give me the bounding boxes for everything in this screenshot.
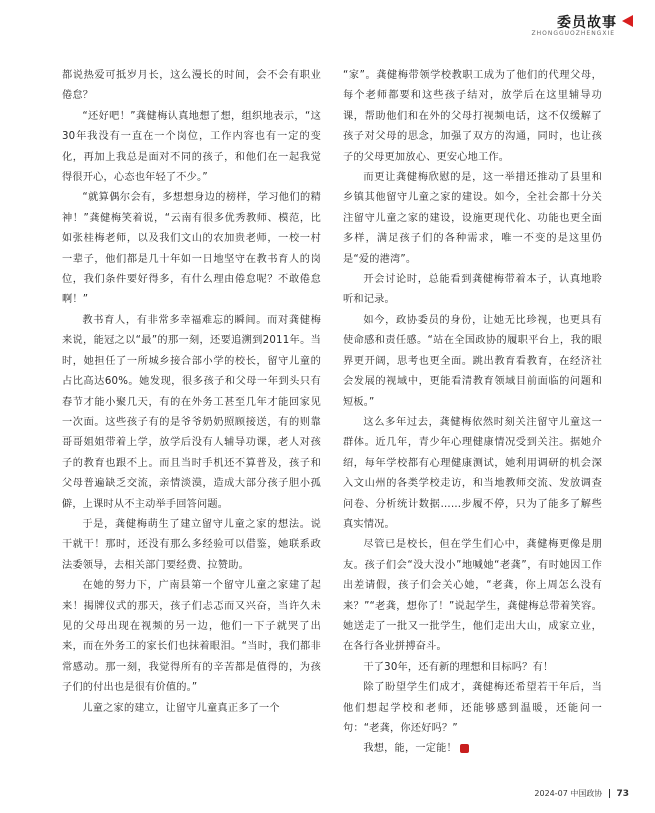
closing-paragraph (343, 739, 602, 759)
paragraph: 开会讨论时，总能看到龚健梅带着本子，认真地聆听和记录。 (343, 274, 602, 306)
issue-date: 2024-07 (534, 789, 568, 798)
paragraph: 都说热爱可抵岁月长，这么漫长的时间，会不会有职业倦怠？ (62, 70, 321, 102)
paragraph: 教书育人，有非常多幸福难忘的瞬间。而对龚健梅来说，能冠之以“最”的那一刻，还要追溯到2011年。当时，她担任了一所城乡接合部小学的校长，留守儿童的占比高达60%。她发现，很多孩子和父母一年到头只有春节才能小聚几天，有的在外务工甚至几年才能回家见一次面。这些孩子有的是爷爷奶奶照顾接送，有的则靠哥哥姐姐带着上学，放学后没有人辅导功课，老人对孩子的教育也跟不上。而且当时手机还不算普及，孩子和父母普遍缺乏交流，亲情淡漠，造成大部分孩子胆小孤僻，上课时从不主动举手回答问题。 (62, 314, 321, 510)
paragraph: 在她的努力下，广南县第一个留守儿童之家建了起来！揭牌仪式的那天，孩子们忐忑而又兴奋，当许久未见的父母出现在视频的另一边，他们一下子就哭了出来，而在外务工的家长们也抹着眼泪。“当时，我们都非常感动。那一刻，我觉得所有的辛苦都是值得的，为孩子们的付出也是很有价值的。” (62, 580, 321, 694)
section-subtitle: ZHONGGUOZHENGXIE (531, 30, 615, 37)
article-column-left (62, 66, 321, 719)
page-number: 73 (616, 789, 629, 799)
page-footer (534, 788, 629, 799)
footer-divider (609, 789, 610, 798)
paragraph: 而更让龚健梅欣慰的是，这一举措还推动了县里和乡镇其他留守儿童之家的建设。如今，全社会都十分关注留守儿童之家的建设，设施更现代化、功能也更全面多样，满足孩子们的各种需求，唯一不变的是这里仍是“爱的港湾”。 (343, 172, 602, 265)
section-title: 委员故事 (557, 15, 617, 31)
paragraph: 干了30年，还有新的理想和目标吗？有！ (363, 661, 554, 673)
paragraph: 除了盼望学生们成才，龚健梅还希望若干年后，当他们想起学校和老师，还能够感到温暖，还能问一句：“老龚，你还好吗？” (343, 682, 602, 734)
section-header (433, 12, 633, 42)
paragraph: “还好吧！”龚健梅认真地想了想，组织地表示，“这30年我没有一直在一个岗位，工作内容也有一定的变化，再加上我总是面对不同的孩子，和他们在一起我觉得很开心，心态也年轻了不少。” (62, 110, 321, 184)
paragraph: 如今，政协委员的身份，让她无比珍视，也更具有使命感和责任感。“站在全国政协的履职平台上，我的眼界更开阔，思考也更全面。跳出教育看教育，在经济社会发展的视域中，更能看清教育领域目前面临的问题和短板。” (343, 314, 602, 408)
magazine-name: 中国政协 (570, 789, 603, 798)
paragraph: 于是，龚健梅萌生了建立留守儿童之家的想法。说干就干！那时，还没有那么多经验可以借鉴，她联系政法委领导，去相关部门要经费、拉赞助。 (62, 518, 321, 571)
triangle-marker-icon (622, 15, 633, 27)
end-seal-icon (460, 744, 469, 753)
paragraph: 这么多年过去，龚健梅依然时刻关注留守儿童这一群体。近几年，青少年心理健康情况受到关注。据她介绍，每年学校都有心理健康测试，她利用调研的机会深入文山州的各类学校走访，和当地教师交流、发放调查问卷、分析统计数据……步履不停，只为了能多了解些真实情况。 (343, 416, 602, 530)
paragraph: “就算偶尔会有，多想想身边的榜样，学习他们的精神！”龚健梅笑着说，“云南有很多优秀教师、模范，比如张桂梅老师，以及我们文山的农加贵老师，一校一村一辈子，他们都是几十年如一日地坚守在教书育人的岗位，我们条件要好得多，有什么理由倦怠呢？不敢倦怠啊！” (62, 192, 321, 306)
paragraph: 儿童之家的建立，让留守儿童真正多了一个 (82, 702, 280, 714)
closing-text: 我想，能，一定能！ (363, 743, 457, 755)
paragraph: 尽管已是校长，但在学生们心中，龚健梅更像是朋友。孩子们会“没大没小”地喊她“老龚”，有时她因工作出差请假，孩子们会关心她，“老龚，你上周怎么没有来？”“老龚，想你了！”说起学生，龚健梅总带着笑容。她送走了一批又一批学生，他们走出大山，成家立业，在各行各业拼搏奋斗。 (343, 539, 602, 653)
paragraph: “家”。龚健梅带领学校教职工成为了他们的代理父母，每个老师都要和这些孩子结对，放学后在这里辅导功课，帮助他们和在外的父母打视频电话，这不仅缓解了孩子对父母的思念，加强了双方的沟通，同时，也让孩子的父母更加放心、更安心地工作。 (343, 70, 602, 163)
article-column-right (343, 66, 602, 760)
